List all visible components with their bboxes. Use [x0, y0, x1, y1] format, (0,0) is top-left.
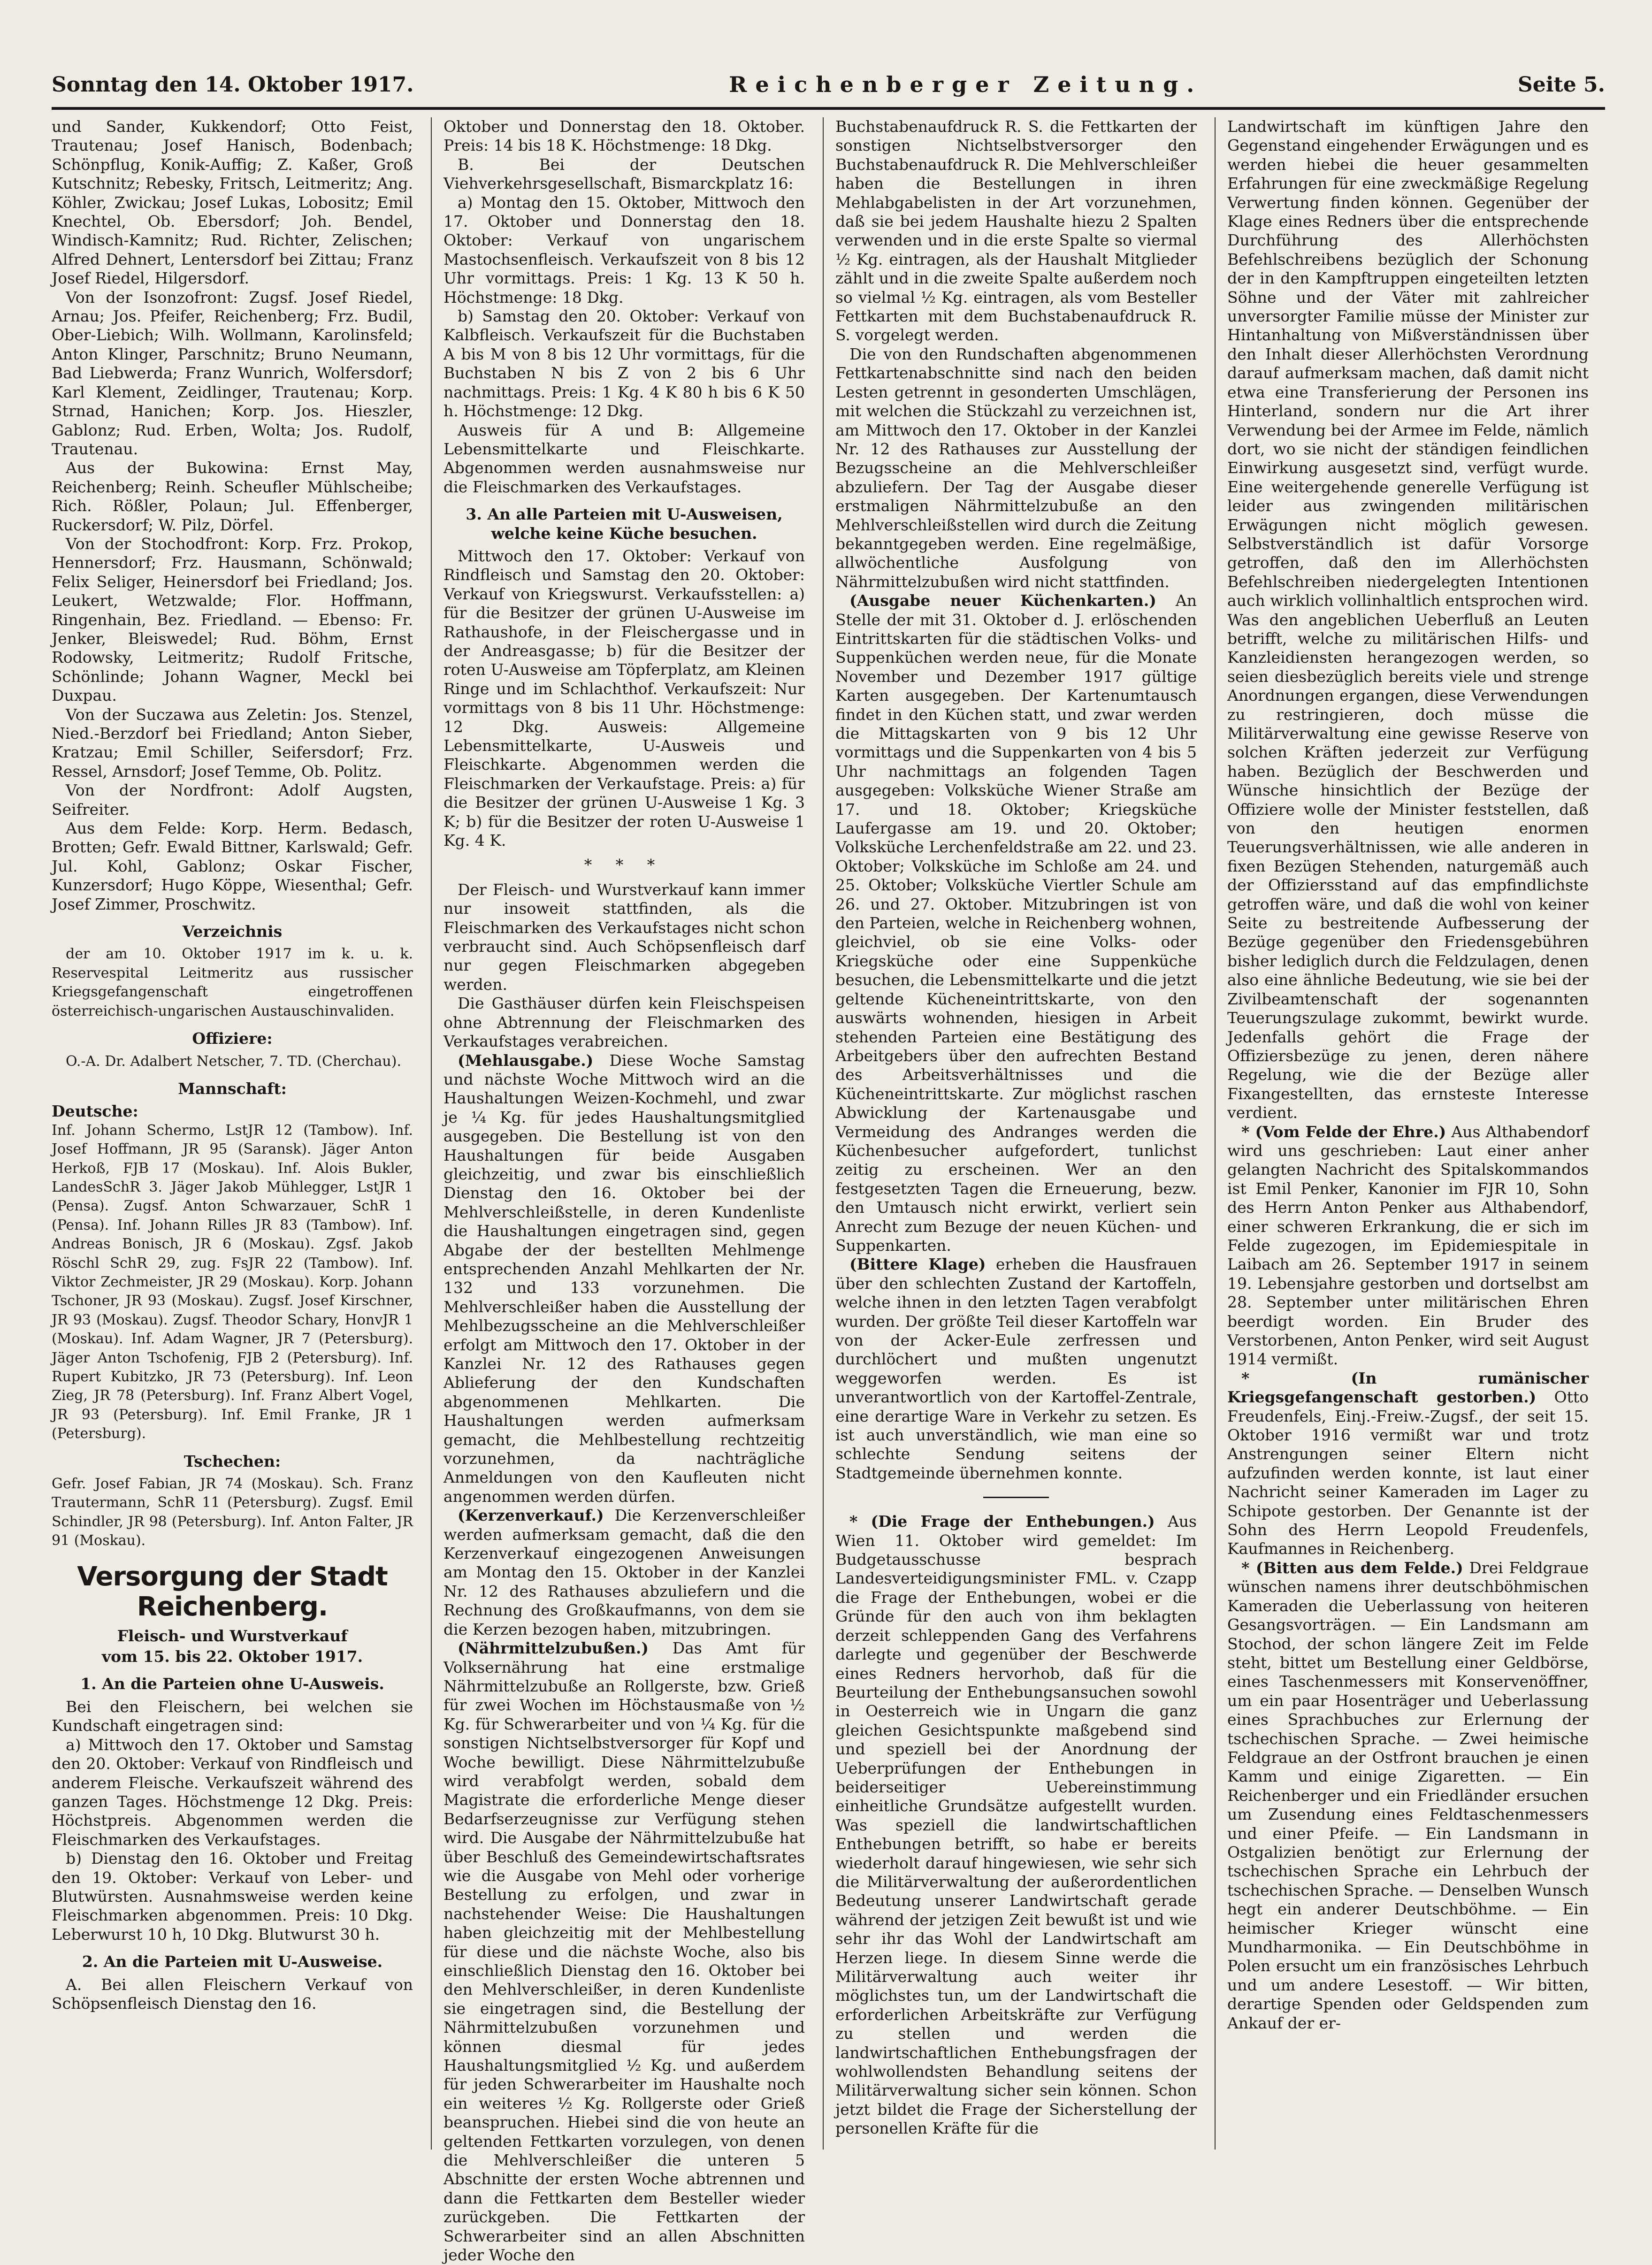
news-item-text: Aus Althabendorf wird uns geschrieben: Laut einer anher gelangten Nachricht des Spitalskommandos ist Emil Penker, Kanonier im FJR 10, Sohn des Herrn Anton Penker aus Althabendorf, einer schweren Erkrankung, die er sich im Felde zugezogen, im Epidemiespitale in Laibach am 26. September 1917 in seinem 19. Lebensjahre gestorben und dortselbst am 28. September unter militärischen Ehren beerdigt worden. Ein Bruder des Verstorbenen, Anton Penker, wird seit August 1914 vermißt. [1227, 1122, 1589, 1369]
news-item [835, 591, 1197, 1255]
column-2 [444, 117, 805, 2265]
news-item [444, 1506, 805, 1639]
news-item-label: (Bittere Klage) [849, 1255, 986, 1274]
issue-date: Sonntag den 14. Oktober 1917. [52, 72, 414, 97]
news-item [1227, 1123, 1589, 1369]
article-subheading: vom 15. bis 22. Oktober 1917. [101, 1647, 363, 1666]
paragraph: b) Dienstag den 16. Oktober und Freitag den 19. Oktober: Verkauf von Leber- und Blutwürsten. Ausnahmsweise werden keine Fleischmarken abgenommen. Preis: 10 Dkg. Leberwurst 10 h, 10 Dkg. Blutwurst 30 h. [52, 1849, 413, 1944]
paragraph: Aus der Bukowina: Ernst May, Reichenberg; Reinh. Scheufler Mühlscheibe; Rich. Rößler, Polaun; Jul. Effenberger, Ruckersdorf; W. Pilz, Dörfel. [52, 459, 413, 534]
list: Inf. Johann Schermo, LstJR 12 (Tambow). Inf. Josef Hoffmann, JR 95 (Saransk). Jäger Anton Herkoß, FJB 17 (Moskau). Inf. Alois Bukler, LandesSchR 3. Jäger Jakob Mühlegger, LstJR 1 (Pensa). Zugsf. Anton Schwarzauer, SchR 1 (Pensa). Inf. Johann Rilles JR 83 (Tambow). Inf. Andreas Bonisch, JR 6 (Moskau). Zgsf. Jakob Röschl SchR 29, zug. FsJR 22 (Tambow). Inf. Viktor Zechmeister, JR 29 (Moskau). Korp. Johann Tschoner, JR 93 (Moskau). Zugsf. Josef Kirschner, JR 93 (Moskau). Zugsf. Theodor Schary, HonvJR 1 (Moskau). Inf. Adam Wagner, JR 7 (Petersburg). Jäger Anton Tschofenig, FJB 2 (Petersburg). Inf. Rupert Kubitzko, JR 73 (Petersburg). Inf. Leon Zieg, JR 78 (Petersburg). Inf. Franz Albert Vogel, JR 93 (Petersburg). Inf. Emil Franke, JR 1 (Petersburg). [52, 1122, 413, 1442]
page-number: Seite 5. [1517, 72, 1605, 97]
paragraph: Von der Suczawa aus Zeletin: Jos. Stenzel, Nied.-Berzdorf bei Friedland; Anton Sieber, Kratzau; Emil Schiller, Seifersdorf; Frz. Ressel, Arnsdorf; Josef Temme, Ob. Politz. [52, 705, 413, 781]
paragraph: Aus dem Felde: Korp. Herm. Bedasch, Brotten; Gefr. Ewald Bittner, Karlswald; Gefr. Jul. Kohl, Gablonz; Oskar Fischer, Kunzersdorf; Hugo Köppe, Wiesenthal; Gefr. Josef Zimmer, Proschwitz. [52, 819, 413, 913]
news-item-label: (Nährmittelzubußen.) [458, 1639, 649, 1658]
section-heading: 2. An die Parteien mit U-Ausweise. [82, 1952, 383, 1971]
section-heading: Mannschaft: [178, 1079, 287, 1098]
paragraph: a) Montag den 15. Oktober, Mittwoch den 17. Oktober und Donnerstag den 18. Oktober: Verkauf von ungarischem Mastochsenfleisch. Verkaufszeit von 8 bis 12 Uhr vormittags. Preis: 1 Kg. 13 K 50 h. Höchstmenge: 18 Dkg. [444, 193, 805, 306]
paragraph: Mittwoch den 17. Oktober: Verkauf von Rindfleisch und Samstag den 20. Oktober: Verkauf von Kriegswurst. Verkaufsstellen: a) für die Besitzer der grünen U-Ausweise im Rathaushofe, in der Fleischergasse und in der Andreasgasse; b) für die Besitzer der roten U-Ausweise am Töpferplatz, am Kleinen Ringe und im Schlachthof. Verkaufszeit: Nur vormittags von 8 bis 11 Uhr. Höchstmenge: 12 Dkg. Ausweis: Allgemeine Lebensmittelkarte, U-Ausweis und Fleischkarte. Abgenommen werden die Fleischmarken der Verkaufstage. Preis: a) für die Besitzer der grünen U-Ausweise 1 Kg. 3 K; b) für die Besitzer der roten U-Ausweise 1 Kg. 4 K. [444, 546, 805, 850]
news-item-text: Das Amt für Volksernährung hat eine erstmalige Nährmittelzubuße an Rollgerste, bzw. Grieß für zwei Wochen im Höchstausmaße von ½ Kg. für Schwerarbeiter und von ¼ Kg. für die sonstigen Nichtselbstversorger für Kopf und Woche bewilligt. Diese Nährmittelzubuße wird verabfolgt werden, sobald dem Magistrate die erforderliche Menge dieser Bedarfserzeugnisse zur Verfügung stehen wird. Die Ausgabe der Nährmittelzubuße hat über Beschluß des Gemeindewirtschaftsrates wie die Ausgabe von Mehl oder vorherige Bestellung zu erfolgen, und zwar in nachstehender Weise: Die Haushaltungen haben gleichzeitig mit der Mehlbestellung für diese und die nächste Woche, also bis einschließlich Dienstag den 16. Oktober bei den Mehlverschleißer, in deren Kundenliste sie eingetragen sind, die Bestellung der Nährmittelzubußen vorzunehmen und können diesmal für jedes Haushaltungsmitglied ½ Kg. und außerdem für jeden Schwerarbeiter im Haushalte noch ein weiteres ½ Kg. Rollgerste oder Grieß beanspruchen. Hiebei sind die von heute an geltenden Fettkarten vorzulegen, von denen die Mehlverschleißer die unteren 5 Abschnitte der ersten Woche abtrennen und dann die Fettkarten dem Besteller wieder zurückgeben. Die Fettkarten der Schwerarbeiter sind an allen Abschnitten jeder Woche den [444, 1639, 805, 2265]
news-item [835, 1255, 1197, 1483]
list: Gefr. Josef Fabian, JR 74 (Moskau). Sch. Franz Trautermann, SchR 11 (Petersburg). Zugsf. Emil Schindler, JR 98 (Petersburg). Inf. Anton Falter, JR 91 (Moskau). [52, 1476, 413, 1549]
paragraph: Die von den Rundschaften abgenommenen Fettkartenabschnitte sind nach den beiden Lesten getrennt in gesonderten Umschlägen, mit welchen die Stückzahl zu verzeichnen ist, am Mittwoch den 17. Oktober in der Kanzlei Nr. 12 des Rathauses zur Ausstellung der Bezugsscheine an die Mehlverschleißer abzuliefern. Der Tag der Ausgabe dieser erstmaligen Nährmittelzubuße an den Mehlverschleißstellen wird durch die Zeitung bekanntgegeben werden. Eine regelmäßige, allwöchentliche Ausfolgung von Nährmittelzubußen wird nicht stattfinden. [835, 344, 1197, 591]
column-3 [835, 117, 1197, 2150]
paragraph: Buchstabenaufdruck R. S. die Fettkarten der sonstigen Nichtselbstversorger den Buchstabenaufdruck R. Die Mehlverschleißer haben die Bestellungen in ihren Mehlabgabelisten in der Art vorzunehmen, daß sie bei jedem Haushalte hiezu 2 Spalten verwenden und in die erste Spalte so viermal ½ Kg. eintragen, als der Haushalt Mitglieder zählt und in die zweite Spalte außerdem noch so vielmal ½ Kg. eintragen, als vom Besteller Fettkarten mit dem Buchstabenaufdruck R. S. vorgelegt werden. [835, 117, 1197, 344]
news-item-label: (Kerzenverkauf.) [458, 1506, 604, 1525]
paragraph: b) Samstag den 20. Oktober: Verkauf von Kalbfleisch. Verkaufszeit für die Buchstaben A bis M von 8 bis 12 Uhr vormittags, für die Buchstaben N bis Z von 2 bis 6 Uhr nachmittags. Preis: 1 Kg. 4 K 80 h bis 6 K 50 h. Höchstmenge: 12 Dkg. [444, 307, 805, 421]
news-item [1227, 1559, 1589, 2033]
paragraph: der am 10. Oktober 1917 im k. u. k. Reservespital Leitmeritz aus russischer Kriegsgefangenschaft eingetroffenen österreichisch-ungarischen Austauschinvaliden. [52, 946, 413, 1019]
paragraph: B. Bei der Deutschen Viehverkehrsgesellschaft, Bismarckplatz 16: [444, 155, 805, 193]
section-heading: Verzeichnis [182, 922, 283, 941]
paragraph: a) Mittwoch den 17. Oktober und Samstag den 20. Oktober: Verkauf von Rindfleisch und anderem Fleische. Verkaufszeit während des ganzen Tages. Höchstmenge 12 Dkg. Preis: Höchstpreis. Abgenommen werden die Fleischmarken des Verkaufstages. [52, 1735, 413, 1849]
paragraph: Bei den Fleischern, bei welchen sie Kundschaft eingetragen sind: [52, 1697, 413, 1735]
column-divider [431, 117, 432, 2150]
news-item-label: (Ausgabe neuer Küchenkarten.) [849, 591, 1156, 610]
news-item-label: (Mehlausgabe.) [458, 1051, 594, 1070]
paragraph: Ausweis für A und B: Allgemeine Lebensmittelkarte und Fleischkarte. Abgenommen werden ausnahmsweise nur die Fleischmarken des Verkaufstages. [444, 421, 805, 496]
article-headline: Versorgung der Stadt Reichenberg. [77, 1561, 388, 1622]
masthead [52, 70, 1605, 99]
news-item-text: Drei Feldgraue wünschen namens ihrer deutschböhmischen Kameraden die Ueberlassung von heiteren Gesangsvorträgen. — Ein Landsmann am Stochod, der schon längere Zeit im Felde steht, bittet um Bestellung einer Geldbörse, eines Taschenmessers mit Konservenöffner, um ein paar Hosenträger und Ueberlassung eines Sprachbuches zur Erlernung der tschechischen Sprache. — Zwei heimische Feldgraue an der Ostfront brauchen je einen Kamm und einige Zigaretten. — Ein Reichenberger und ein Friedländer ersuchen um Zusendung eines Feldtaschenmessers und einer Pfeife. — Ein Landsmann in Ostgalizien benötigt zur Erlernung der tschechischen Sprache ein Lehrbuch der tschechischen Sprache. — Denselben Wunsch hegt ein anderer Deutschböhme. — Ein heimischer Krieger wünscht eine Mundharmonika. — Ein Deutschböhme in Polen ersucht um ein französisches Lehrbuch und um andere Lesestoff. — Wir bitten, derartige Spenden oder Geldspenden zum Ankauf der er- [1227, 1558, 1589, 2032]
article-subheading: Fleisch- und Wurstverkauf [117, 1626, 348, 1645]
news-item [1227, 1369, 1589, 1559]
paragraph: A. Bei allen Fleischern Verkauf von Schöpsenfleisch Dienstag den 16. [52, 1975, 413, 2012]
subheading: Deutsche: [52, 1102, 138, 1121]
news-item-text: Otto Freudenfels, Einj.-Freiw.-Zugsf., der seit 15. Oktober 1916 vermißt war und trotz Anstrengungen seiner Eltern nicht aufzufinden werden konnte, ist laut einer Nachricht seiner Kameraden im Lager zu Schipote gestorben. Der Genannte ist der Sohn des Herrn Leopold Freudenfels, Kaufmannes in Reichenberg. [1227, 1388, 1589, 1558]
news-item [835, 1512, 1197, 2138]
paragraph: Von der Nordfront: Adolf Augsten, Seifreiter. [52, 781, 413, 819]
separator-stars: * * * [584, 856, 665, 874]
section-heading: 1. An die Parteien ohne U-Ausweis. [80, 1675, 384, 1693]
masthead-rule [52, 107, 1605, 110]
section-heading: 3. An alle Parteien mit U-Ausweisen, welche keine Küche besuchen. [466, 505, 783, 543]
news-item-text: Aus Wien 11. Oktober wird gemeldet: Im Budgetausschusse besprach Landesverteidigungsminister FML. v. Czapp die Frage der Enthebungen, wobei er die Gründe für den auch von ihm beklagten derzeit schleppenden Gang des Verfahrens darlegte und gegenüber der Beschwerde eines Redners hervorhob, daß für die Beurteilung der Enthebungsansuchen sowohl in Oesterreich wie in Ungarn die ganz gleichen Gesichtspunkte maßgebend sind und speziell bei der Anordnung der Ueberprüfungen der Enthebungen in beiderseitiger Uebereinstimmung einheitliche Grundsätze aufgestellt wurden. Was speziell die landwirtschaftlichen Enthebungen betrifft, so habe er bereits wiederholt darauf hingewiesen, wie sehr sich die Militärverwaltung der außerordentlichen Bedeutung unserer Landwirtschaft gerade während der jetzigen Zeit bewußt ist und wie sehr ihr das Wohl der Landwirtschaft am Herzen liege. In diesem Sinne werde die Militärverwaltung auch weiter ihr möglichstes tun, um der Landwirtschaft die erforderlichen Arbeitskräfte zur Verfügung zu stellen und werden die landwirtschaftlichen Enthebungsfragen der wohlwollendsten Behandlung seitens der Militärverwaltung sicher sein können. Schon jetzt bildet die Frage der Sicherstellung der personellen Kräfte für die [835, 1512, 1197, 2138]
news-item-text: An Stelle der mit 31. Oktober d. J. erlöschenden Eintrittskarten für die städtischen Volks- und Suppenküchen werden neue, für die Monate November und Dezember 1917 gültige Karten ausgegeben. Der Kartenumtausch findet in den Küchen statt, und zwar werden die Mittagskarten von 9 bis 12 Uhr vormittags und die Suppenkarten von 4 bis 5 Uhr nachmittags an folgenden Tagen ausgegeben: Volksküche Wiener Straße am 17. und 18. Oktober; Kriegsküche Laufergasse am 19. und 20. Oktober; Volksküche Lerchenfeldstraße am 22. und 23. Oktober; Volksküche im Schloße am 24. und 25. Oktober; Volksküche Viertler Schule am 26. und 27. Oktober. Mitzubringen ist von den Parteien, welche in Reichenberg wohnen, gleichviel, ob sie eine Volks- oder Kriegsküche oder eine Suppenküche besuchen, die Lebensmittelkarte und die jetzt geltende Kücheneintrittskarte, von den auswärts wohnenden, hiesigen in Arbeit stehenden Parteien eine Bestätigung des Arbeitgebers über den aufrechten Bestand des Arbeitsverhältnisses und die Kücheneintrittskarte. Zur möglichst raschen Abwicklung der Kartenausgabe und Vermeidung des Andranges werden die Küchenbesucher aufgefordert, tunlichst zeitig zu erscheinen. Wer an den festgesetzten Tagen die Erneuerung, bezw. den Umtausch nicht erwirkt, verliert sein Anrecht zum Bezuge der neuen Küchen- und Suppenkarten. [835, 591, 1197, 1255]
paragraph: Oktober und Donnerstag den 18. Oktober. Preis: 14 bis 18 K. Höchstmenge: 18 Dkg. [444, 117, 805, 155]
news-item [444, 1639, 805, 2265]
section-heading: Tschechen: [184, 1452, 281, 1470]
paragraph: Von der Stochodfront: Korp. Frz. Prokop, Hennersdorf; Frz. Hausmann, Schönwald; Felix Seliger, Heinersdorf bei Friedland; Jos. Leukert, Wetzwalde; Flor. Hoffmann, Ringenhain, Bez. Friedland. — Ebenso: Fr. Jenker, Bleiswedel; Rud. Böhm, Ernst Rodowsky, Leitmeritz; Rudolf Fritsche, Schönlinde; Johann Wagner, Meckl bei Duxpau. [52, 534, 413, 705]
news-item-label: * (In rumänischer Kriegsgefangenschaft gestorben.) [1227, 1369, 1589, 1407]
column-4 [1227, 117, 1589, 2150]
news-item-label: * (Die Frage der Enthebungen.) [849, 1512, 1155, 1531]
news-item [444, 1051, 805, 1507]
column-divider [823, 117, 824, 2150]
news-item-text: Die Kerzenverschleißer werden aufmerksam gemacht, daß die den Kerzenverkauf eingezogenen Anweisungen am Montag den 15. Oktober in der Kanzlei Nr. 12 des Rathauses abzuliefern und die Rechnung des Großkaufmanns, von dem sie die Kerzen bezogen haben, mitzubringen. [444, 1506, 805, 1638]
news-item-label: * (Bitten aus dem Felde.) [1241, 1558, 1463, 1577]
paragraph: und Sander, Kukkendorf; Otto Feist, Trautenau; Josef Hanisch, Bodenbach; Schönpflug, Konik-Auffig; Z. Kaßer, Groß Kutschnitz; Rebesky, Fritsch, Leitmeritz; Ang. Köhler, Zwickau; Josef Lukas, Lobositz; Emil Knechtel, Ob. Ebersdorf; Joh. Bendel, Windisch-Kamnitz; Rud. Richter, Zelischen; Alfred Dehnert, Lentersdorf bei Zittau; Franz Josef Riedel, Hilgersdorf. [52, 117, 413, 288]
list-item: O.-A. Dr. Adalbert Netscher, 7. TD. (Cherchau). [66, 1053, 401, 1070]
section-heading: Offiziere: [192, 1029, 273, 1048]
section-divider [983, 1497, 1049, 1498]
paragraph: Von der Isonzofront: Zugsf. Josef Riedel, Arnau; Jos. Pfeifer, Reichenberg; Frz. Budil, Ober-Liebich; Wilh. Wollmann, Karolinsfeld; Anton Klinger, Parschnitz; Bruno Neumann, Bad Liebwerda; Franz Wunrich, Wolfersdorf; Karl Klement, Zeidlinger, Trautenau; Korp. Strnad, Hanichen; Korp. Jos. Hieszler, Gablonz; Rud. Erben, Wolta; Jos. Rudolf, Trautenau. [52, 288, 413, 458]
paragraph: Landwirtschaft im künftigen Jahre den Gegenstand eingehender Erwägungen und es werden hiebei die heuer gesammelten Erfahrungen für eine zweckmäßige Regelung Verwertung finden können. Gegenüber der Klage eines Redners über die entsprechende Durchführung des Allerhöchsten Befehlschreibens bezüglich der Schonung der in den Kampftruppen eingeteilten letzten Söhne und der Väter mit zahlreicher unversorgter Familie müsse der Minister zur Hintanhaltung von Mißverständnissen über den Inhalt dieser Allerhöchsten Verordnung darauf aufmerksam machen, daß damit nicht etwa eine Transferierung der Personen ins Hinterland, sondern nur die Art ihrer Verwendung bei der Armee im Felde, nämlich dort, wo sie nicht der ständigen feindlichen Einwirkung ausgesetzt sind, verfügt wurde. Eine weitergehende generelle Verfügung ist leider aus zwingenden militärischen Erwägungen nicht möglich gewesen. Selbstverständlich ist dafür Vorsorge getroffen, daß den im Allerhöchsten Befehlschreiben niedergelegten Intentionen auch wirklich vollinhaltlich entsprochen wird. Was den angeblichen Ueberfluß an Leuten betrifft, welche zu militärischen Hilfs- und Kanzleidiensten herangezogen werden, so seien diesbezüglich bereits viele und strenge Anordnungen ergangen, diese Verwendungen zu restringieren, doch müsse die Militärverwaltung eine gewisse Reserve von solchen Kräften jederzeit zur Verfügung haben. Bezüglich der Beschwerden und Wünsche hinsichtlich der Bezüge der Offiziere wolle der Minister feststellen, daß von den heutigen enormen Teuerungsverhältnissen, wie alle anderen in fixen Bezügen Stehenden, naturgemäß auch der Offiziersstand auf das empfindlichste getroffen wäre, und daß die wohl von keiner Seite zu bestreitende Aufbesserung der Bezüge gegenüber den Friedensgebühren bisher lediglich durch die Feldzulagen, denen also eine ähnliche Bedeutung, wie sie bei der Zivilbeamtenschaft der sogenannten Teuerungszulage zukommt, bewirkt wurde. Jedenfalls gehört die Frage der Offiziersbezüge zu jenen, deren nähere Regelung, wie die der Bezüge aller Fixangestellten, das ernsteste Interesse verdient. [1227, 117, 1589, 1122]
paragraph: Der Fleisch- und Wurstverkauf kann immer nur insoweit stattfinden, als die Fleischmarken des Verkaufstages nicht schon verbraucht sind. Auch Schöpsenfleisch darf nur gegen Fleischmarken abgegeben werden. [444, 880, 805, 994]
news-item-text: Diese Woche Samstag und nächste Woche Mittwoch wird an die Haushaltungen Weizen-Kochmehl, und zwar je ¼ Kg. für jedes Haushaltungsmitglied ausgegeben. Die Bestellung ist von den Haushaltungen für beide Ausgaben gleichzeitig, und zwar bis einschließlich Dienstag den 16. Oktober bei der Mehlverschleißstelle, in deren Kundenliste die Haushaltungen eingetragen sind, gegen Abgabe der der bestellten Mehlmenge entsprechenden Anzahl Mehlkarten der Nr. 132 und 133 vorzunehmen. Die Mehlverschleißer haben die Ausstellung der Mehlbezugsscheine an die Mehlverschleißer erfolgt am Mittwoch den 17. Oktober in der Kanzlei Nr. 12 des Rathauses gegen Ablieferung der den Kundschaften abgenommenen Mehlkarten. Die Haushaltungen werden aufmerksam gemacht, die Mehlbestellung rechtzeitig vorzunehmen, da nachträgliche Anmeldungen von den Kaufleuten nicht angenommen werden dürfen. [444, 1051, 805, 1506]
column-divider [1215, 117, 1216, 2150]
newspaper-title: Reichenberger Zeitung. [729, 72, 1203, 97]
news-item-text: erheben die Hausfrauen über den schlechten Zustand der Kartoffeln, welche ihnen in den letzten Tagen verabfolgt wurden. Der größte Teil dieser Kartoffeln war von der Acker-Eule zerfressen und durchlöchert und mußten ungenutzt weggeworfen werden. Es ist unverantwortlich von der Kartoffel-Zentrale, eine derartige Ware in Verkehr zu setzen. Es ist auch unverständlich, wie man eine so schlechte Sendung seitens der Stadtgemeinde übernehmen konnte. [835, 1255, 1197, 1482]
news-item-label: * (Vom Felde der Ehre.) [1241, 1122, 1446, 1141]
paragraph: Die Gasthäuser dürfen kein Fleischspeisen ohne Abtrennung der Fleischmarken des Verkaufstages verabreichen. [444, 994, 805, 1051]
column-1 [52, 117, 413, 2150]
